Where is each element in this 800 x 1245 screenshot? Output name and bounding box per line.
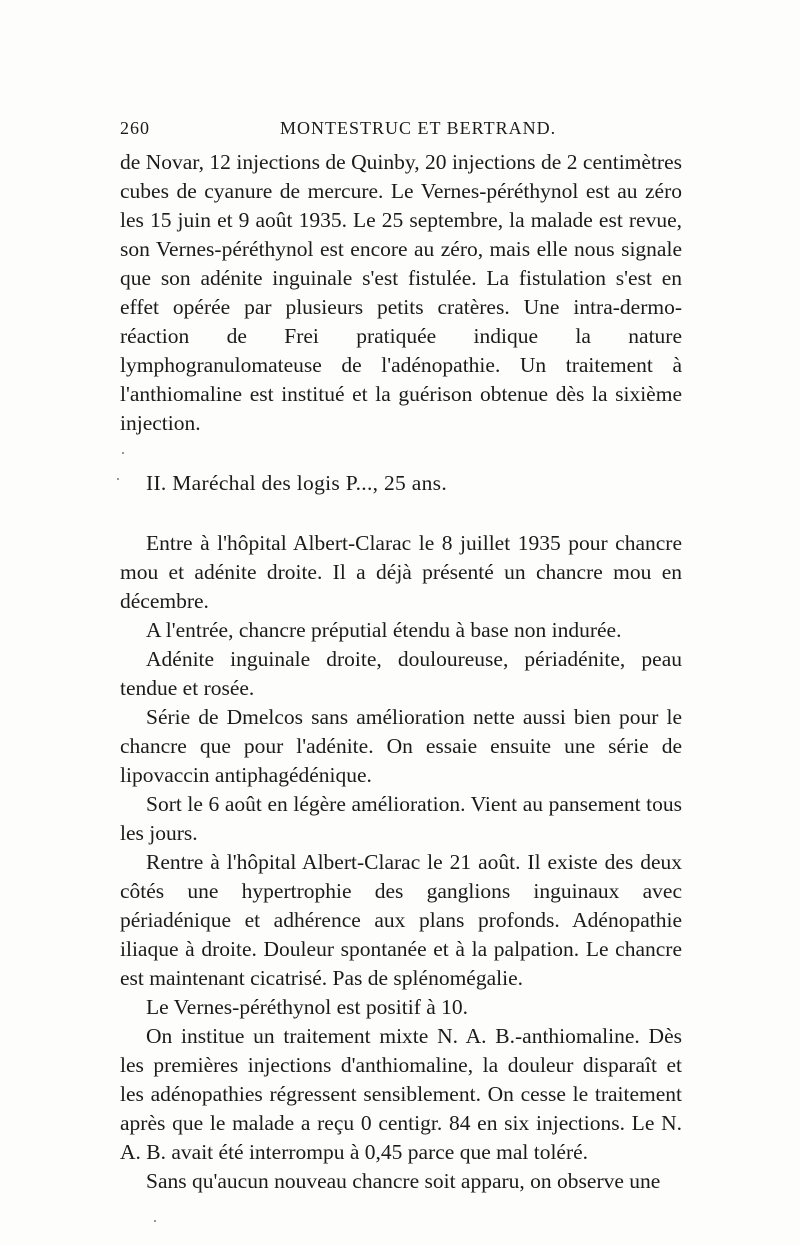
running-header [120,112,682,148]
print-speck [154,1220,156,1222]
running-title: MONTESTRUC ET BERTRAND. [280,118,557,138]
paragraph: Adénite inguinale droite, douloureuse, périadénite, peau tendue et rosée. [120,647,682,700]
paragraph: Entre à l'hôpital Albert-Clarac le 8 juillet 1935 pour chancre mou et adénite droite. Il a déjà présenté un chancre mou en décembre. [120,531,682,613]
paragraph: Sort le 6 août en légère amélioration. Vient au pansement tous les jours. [120,792,682,845]
body-text [120,148,682,1196]
paragraph: A l'entrée, chancre préputial étendu à base non indurée. [146,618,622,642]
paragraph: On institue un traitement mixte N. A. B.-anthiomaline. Dès les premières injections d'anthiomaline, la douleur disparaît et les adénopathies régressent sensiblement. On cesse le traitement après que le malade a reçu 0 centigr. 84 en six injections. Le N. A. B. avait été interrompu à 0,45 parce que mal toléré. [120,1024,682,1164]
case-heading: II. Maréchal des logis P..., 25 ans. [146,471,447,495]
paragraph: de Novar, 12 injections de Quinby, 20 injections de 2 centimètres cubes de cyanure de mercure. Le Vernes-péréthynol est au zéro les 15 juin et 9 août 1935. Le 25 septembre, la malade est revue, son Vernes-péréthynol est encore au zéro, mais elle nous signale que son adénite inguinale s'est fistulée. La fistulation s'est en effet opérée par plusieurs petits cratères. Une intra-dermo-réaction de Frei pratiquée indique la nature lymphogranulomateuse de l'adénopathie. Un traitement à l'anthiomaline est institué et la guérison obtenue dès la sixième injection. [120,150,682,435]
paragraph: Série de Dmelcos sans amélioration nette aussi bien pour le chancre que pour l'adénite. On essaie ensuite une série de lipovaccin antiphagédénique. [120,705,682,787]
paragraph: Sans qu'aucun nouveau chancre soit apparu, on observe une [146,1169,661,1193]
paragraph: Le Vernes-péréthynol est positif à 10. [146,995,469,1019]
print-speck [117,478,119,480]
page-number: 260 [120,118,150,138]
book-page [120,112,682,1196]
paragraph: Rentre à l'hôpital Albert-Clarac le 21 août. Il existe des deux côtés une hypertrophie des ganglions inguinaux avec périadénique et adhérence aux plans profonds. Adénopathie iliaque à droite. Douleur spontanée et à la palpation. Le chancre est maintenant cicatrisé. Pas de splénomégalie. [120,850,682,990]
